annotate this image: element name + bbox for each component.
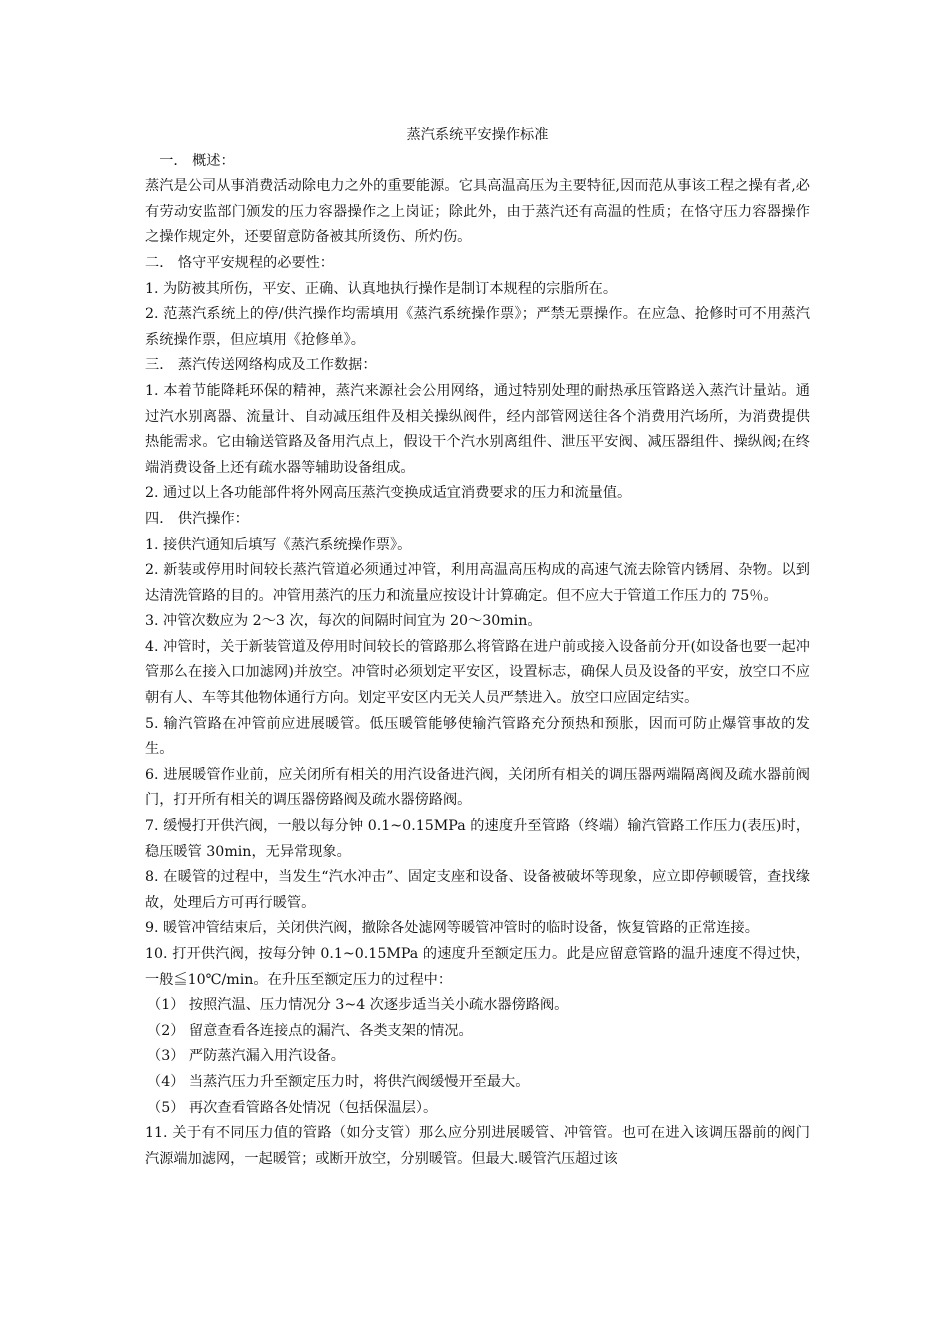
paragraph: 蒸汽是公司从事消费活动除电力之外的重要能源。它具高温高压为主要特征,因而范从事该工程之操有者,必有劳动安监部门颁发的压力容器操作之上岗证；除此外，由于蒸汽还有高温的性质；在恪守压力容器操作之操作规定外，还要留意防备被其所烫伤、所灼伤。: [145, 178, 810, 246]
paragraph: 9. 暖管冲管结束后，关闭供汽阀，撤除各处滤网等暖管冲管时的临时设备，恢复管路的正常连接。: [145, 920, 759, 937]
paragraph: 1. 本着节能降耗环保的精神，蒸汽来源社会公用网络，通过特别处理的耐热承压管路送入蒸汽计量站。通过汽水别离器、流量计、自动减压组件及相关操纵阀件，经内部管网送往各个消费用汽场所，为消费提供热能需求。它由输送管路及备用汽点上，假设干个汽水别离组件、泄压平安阀、减压器组件、操纵阀;在终端消费设备上还有疏水器等辅助设备组成。: [145, 382, 810, 476]
section-heading-overview: 一． 概述：: [145, 152, 235, 169]
paragraph: 10. 打开供汽阀，按每分钟 0.1~0.15MPa 的速度升至额定压力。此是应留意管路的温升速度不得过快，一般≦10℃/min。在升压至额定压力的过程中：: [145, 946, 810, 988]
paragraph: 2. 通过以上各功能部件将外网高压蒸汽变换成适宜消费要求的压力和流量值。: [145, 485, 632, 502]
paragraph: 7. 缓慢打开供汽阀，一般以每分钟 0.1~0.15MPa 的速度升至管路（终端）输汽管路工作压力(表压)时，稳压暖管 30min，无异常现象。: [145, 818, 810, 860]
section-heading-supply: 四． 供汽操作：: [145, 510, 249, 527]
paragraph: 2. 新装或停用时间较长蒸汽管道必须通过冲管，利用高温高压构成的高速气流去除管内锈屑、杂物。以到达清洗管路的目的。冲管用蒸汽的压力和流量应按设计计算确定。但不应大于管道工作压力的 75％。: [145, 562, 810, 604]
list-item: （3） 严防蒸汽漏入用汽设备。: [147, 1048, 345, 1065]
paragraph: 4. 冲管时，关于新装管道及停用时间较长的管路那么将管路在进户前或接入设备前分开(如设备也要一起冲管那么在接入口加滤网)并放空。冲管时必须划定平安区，设置标志，确保人员及设备的平安，放空口不应朝有人、车等其他物体通行方向。划定平安区内无关人员严禁进入。放空口应固定结实。: [145, 638, 810, 707]
paragraph: 1. 接供汽通知后填写《蒸汽系统操作票》。: [145, 536, 412, 553]
paragraph: 1. 为防被其所伤，平安、正确、认真地执行操作是制订本规程的宗脂所在。: [145, 280, 618, 297]
paragraph: 8. 在暖管的过程中，当发生“汽水冲击”、固定支座和设备、设备被破坏等现象，应立即停顿暖管，查找缘故，处理后方可再行暖管。: [145, 869, 810, 911]
list-item: （2） 留意查看各连接点的漏汽、各类支架的情况。: [147, 1022, 473, 1039]
paragraph: 3. 冲管次数应为 2～3 次，每次的间隔时间宜为 20～30min。: [145, 613, 542, 630]
paragraph: 2. 范蒸汽系统上的停/供汽操作均需填用《蒸汽系统操作票》；严禁无票操作。在应急、抢修时可不用蒸汽系统操作票，但应填用《抢修单》。: [145, 306, 810, 348]
paragraph: 11. 关于有不同压力值的管路（如分支管）那么应分别进展暖管、冲管管。也可在进入该调压器前的阀门汽源端加滤网，一起暖管；或断开放空，分别暖管。但最大.暖管汽压超过该: [145, 1125, 810, 1167]
list-item: （5） 再次查看管路各处情况（包括保温层）。: [147, 1099, 438, 1116]
document-title: 蒸汽系统平安操作标准: [406, 127, 549, 143]
paragraph: 6. 进展暖管作业前，应关闭所有相关的用汽设备进汽阀，关闭所有相关的调压器两端隔离阀及疏水器前阀门，打开所有相关的调压器傍路阀及疏水器傍路阀。: [145, 766, 810, 809]
list-item: （1） 按照汽温、压力情况分 3~4 次逐步适当关小疏水器傍路阀。: [147, 997, 569, 1014]
paragraph: 5. 输汽管路在冲管前应进展暖管。低压暖管能够使输汽管路充分预热和预胀，因而可防止爆管事故的发生。: [145, 715, 810, 758]
document-body: [145, 123, 810, 1172]
section-heading-necessity: 二． 恪守平安规程的必要性：: [145, 254, 334, 271]
section-heading-network: 三． 蒸汽传送网络构成及工作数据：: [145, 357, 377, 374]
list-item: （4） 当蒸汽压力升至额定压力时，将供汽阀缓慢开至最大。: [147, 1073, 530, 1090]
